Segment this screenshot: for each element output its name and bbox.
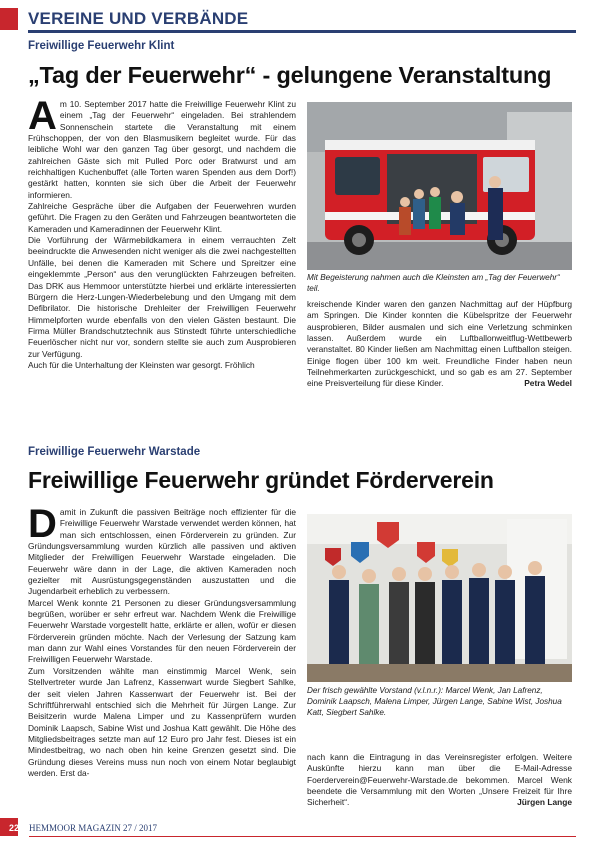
section-title: VEREINE UND VERBÄNDE <box>28 9 249 28</box>
article2-paragraph: nach kann die Eintragung in das Vereinsregister erfolgen. Weitere Auskünfte hierzu kann man über die E-Mail-Adresse Foerderverein@Feuerwehr-Warstade.de bekommen. Marcel Wenk beendete die Versammlung mit den Worten „Unsere Freizeit für Ihre Sicherheit“. <box>307 752 572 808</box>
article2-dropcap: D <box>28 502 57 546</box>
article1-dropcap: A <box>28 94 57 138</box>
section-accent-bar <box>0 8 18 30</box>
article1-column-1 <box>28 94 296 371</box>
footer-rule <box>29 836 576 837</box>
article2-author: Jürgen Lange <box>517 797 572 807</box>
article1-column-2 <box>307 299 572 390</box>
article1-headline: „Tag der Feuerwehr“ - gelungene Veranstaltung <box>28 62 552 88</box>
section-rule <box>28 30 576 33</box>
article2-paragraph: amit in Zukunft die passiven Beiträge noch effizienter für die Freiwillige Feuerwehr Warstade verwendet werden können, hat man sich entschlossen, einen Förderverein zu gründen. Zur Gründungsversammlung wurden kürzlich alle passiven und aktiven Mitglieder der Freiwilligen Feuerwehr Warstade eingeladen. Die Feuerwehr wäre dann in der Lage, die aktiven Kameraden noch gezielter mit Ausrüstungsgegenständen auszustatten und die Jugendarbeit erheblich zu verbessern. <box>28 507 296 597</box>
article1-photo <box>307 102 572 270</box>
group-photo <box>307 514 572 682</box>
article2-headline: Freiwillige Feuerwehr gründet Förderverein <box>28 467 494 493</box>
article1-kicker: Freiwillige Feuerwehr Klint <box>28 40 175 52</box>
article2-photo <box>307 514 572 682</box>
magazine-name: HEMMOOR MAGAZIN 27 / 2017 <box>29 823 157 833</box>
article1-paragraph: kreischende Kinder waren den ganzen Nachmittag auf der Hüpfburg am Springen. Die Kinder konnten die Kübelspritze der Feuerwehr ausprobieren, Bilder ausmalen und sich eine Verletzung schminken lassen. Außerdem wurde ein Luftballonweitflug-Wettbewerb veranstaltet. 80 Kinder ließen am Nachmittag einen Luftballon steigen. Einige flogen über 100 km weit. Freundliche Finder haben neun Teilnehmerkarten zurückgeschickt, und so gab es am 27. September eine Preisverteilung für diese Kinder. <box>307 299 572 389</box>
article1-photo-caption: Mit Begeisterung nahmen auch die Kleinsten am „Tag der Feuerwehr“ teil. <box>307 273 560 293</box>
article1-paragraph: Die Vorführung der Wärmebildkamera in einem verrauchten Zelt beeindruckte die Anwesenden nicht weniger als die zwei nachgestellten Unfälle, bei denen die Kameraden mit Schere und Spreitzer eine eingeklemmte „Person“ aus den verunglückten Fahrzeugen befreiten. Das DRK aus Hemmoor unterstützte hierbei und erklärte interessierten Bürgern die Herz-Lungen-Wiederbelebung und den Umgang mit dem Defibrilator. Die historische Drehleiter der Freiwilligen Feuerwehr Himmelpforten wurde ebenfalls von den vielen Gästen bestaunt. Die Firma Müller Brandschutztechnik aus Stinstedt führte unterschiedliche Feuerlöscher nicht nur vor, sondern stellte sie auch zum Ausprobieren zur Verfügung. <box>28 235 296 359</box>
article2-kicker: Freiwillige Feuerwehr Warstade <box>28 446 201 458</box>
article2-column-1 <box>28 502 296 779</box>
article2-paragraph: Marcel Wenk konnte 21 Personen zu dieser Gründungsversammlung begrüßen, worüber er sehr erfreut war. Nachdem Wenk die Freiwillige Feuerwehr Warstade vorgestellt hatte, erklärte er allen, wofür er diesen Förderverein gründen möchte. Nach der Verlesung der Satzung kam man dann zur Wahl eines Vorstandes für den neuen Förderverein der Freiwilligen Feuerwehr Warstade. <box>28 597 296 665</box>
article2-paragraph: Zum Vorsitzenden wählte man einstimmig Marcel Wenk, sein Stellvertreter wurde Jan Lafrenz, Kassenwart wurde Siegbert Sahlke, der seit vielen Jahren Kassenwart der Feuerwehr ist. Bei der Schriftführerwahl entschied sich die Mehrheit für Jürgen Lange. Zur Beisitzerin wurde Malena Limper und zu Kassenprüfern wurden Dominik Laapsch, Sabine Wist und Joshua Katt gewählt. Die Höhe des Mitgliedsbeitrages setzte man auf 12 Euro pro Jahr fest. Dieses ist ein Mindestbeitrag, wo nach oben hin keine Grenzen gesetzt sind. Die Gründung dieses Vereins muss nun noch von einem Notar beglaubigt werden. Erst da- <box>28 665 296 778</box>
article2-photo-caption: Der frisch gewählte Vorstand (v.l.n.r.): Marcel Wenk, Jan Lafrenz, Dominik Laapsch, Malena Limper, Jürgen Lange, Sabine Wist, Joshua Katt, Siegbert Sahlke. <box>307 686 562 717</box>
article1-paragraph: Auch für die Unterhaltung der Kleinsten war gesorgt. Fröhlich <box>28 359 255 370</box>
page-number: 22 <box>9 823 20 833</box>
fire-truck-photo <box>307 102 572 270</box>
article1-paragraph: m 10. September 2017 hatte die Freiwillige Feuerwehr Klint zu einem „Tag der Feuerwehr“ eingeladen. Bei strahlendem Sonnenschein startete die Veranstaltung mit einem Frühschoppen, der von den Blasmusikern begleitet wurde. Für das leibliche Wohl war den ganzen Tag über gesorgt, und nachdem die zahlreichen Gäste sich mit Pulled Porc oder Bratwurst und am reichhaltigen Kuchenbuffet (alle Torten waren Spenden aus dem Dorf!) gestärkt hatten, konnten sie sich über die Arbeit der Feuerwehr informieren. <box>28 99 296 200</box>
article1-paragraph: Zahlreiche Gespräche über die Aufgaben der Feuerwehren wurden geführt. Die Fragen zu den Geräten und Fahrzeugen beantworteten die Kameraden und Kameradinnen der Feuerwehr Klint. <box>28 201 296 234</box>
article1-author: Petra Wedel <box>524 378 572 388</box>
